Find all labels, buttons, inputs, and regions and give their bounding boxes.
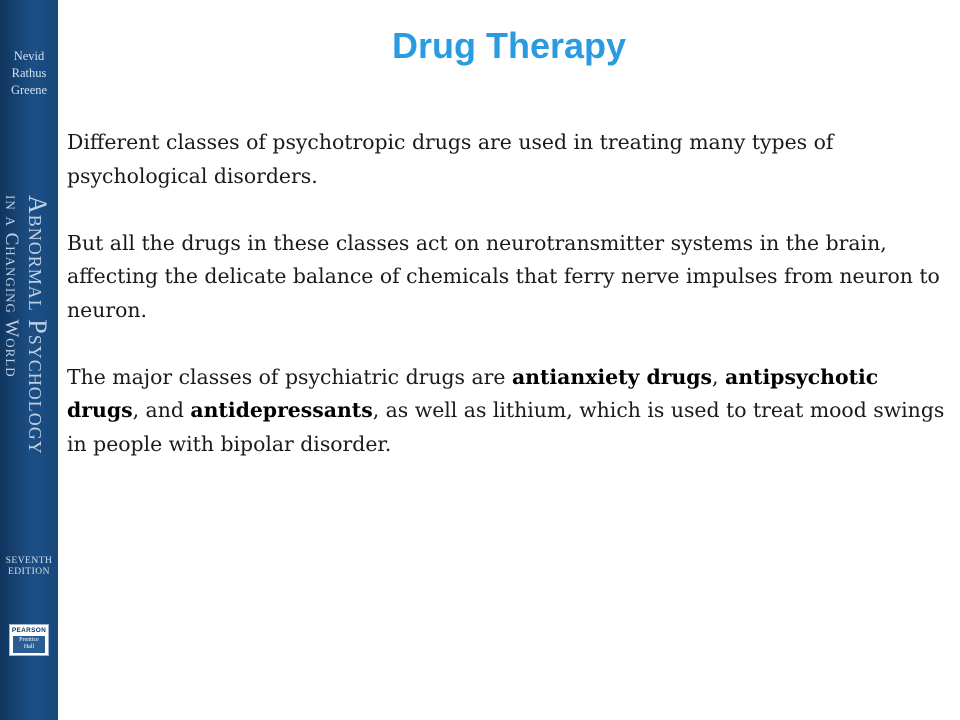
text-run: , and <box>132 398 191 422</box>
edition-word: EDITION <box>7 567 50 577</box>
author-name: Rathus <box>11 66 47 80</box>
book-title <box>1 195 54 475</box>
author-name: Greene <box>10 83 48 97</box>
imprint-line: Hall <box>23 644 35 650</box>
book-title-sub: in a Changing World <box>1 195 22 378</box>
text-run: , <box>712 364 725 389</box>
slide-body <box>67 126 955 495</box>
author-name: Nevid <box>13 49 45 63</box>
bold-term: antianxiety drugs <box>511 364 713 389</box>
imprint-line: Prentice <box>19 637 39 643</box>
paragraph <box>67 361 955 462</box>
bold-term: antidepressants <box>190 398 373 422</box>
edition-number: SEVENTH <box>5 556 53 566</box>
book-cover-sidebar <box>0 0 58 720</box>
book-title-main: Abnormal Psychology <box>23 195 52 455</box>
bold-term: antipsychotic drugs <box>67 364 879 422</box>
slide-title: Drug Therapy <box>391 25 627 66</box>
author-names <box>0 48 58 99</box>
edition-label <box>0 556 58 578</box>
publisher-name: PEARSON <box>11 627 47 634</box>
text-run: The major classes of psychiatric drugs are <box>67 364 512 389</box>
text-run: , as well as lithium, which is used to treat mood swings in people with bipolar disorder. <box>67 398 945 456</box>
paragraph: But all the drugs in these classes act on neurotransmitter systems in the brain, affecting the delicate balance of chemicals that ferry nerve impulses from neuron to neuron. <box>67 230 940 322</box>
pearson-logo <box>9 624 49 656</box>
imprint-logo <box>13 636 45 653</box>
paragraph: Different classes of psychotropic drugs are used in treating many types of psychological disorders. <box>67 130 834 188</box>
